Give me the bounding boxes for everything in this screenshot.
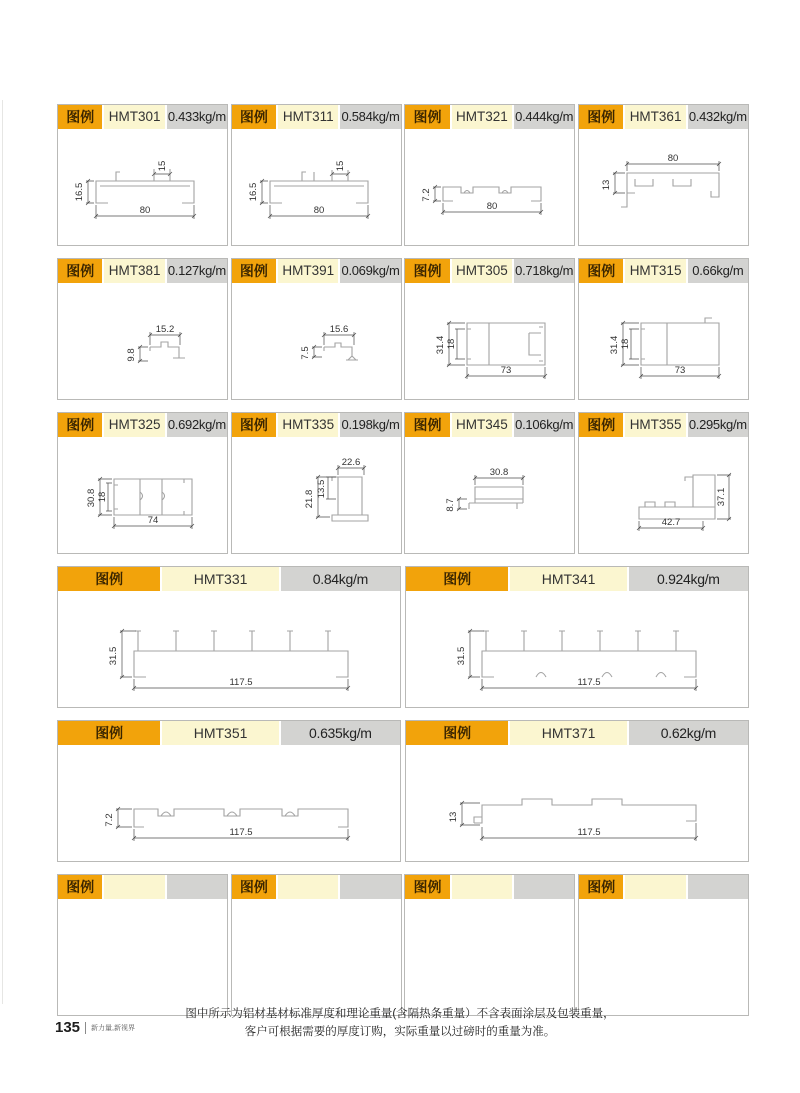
profile-drawing-area (579, 129, 748, 245)
profile-drawing-hmt311 (232, 129, 403, 245)
profile-row (57, 720, 749, 862)
model-number: HMT351 (162, 721, 278, 745)
dim-label: 30.8 (490, 467, 509, 478)
profile-drawing-area (405, 437, 574, 553)
cell-header (58, 413, 227, 437)
dim-label: 31.4 (608, 335, 620, 355)
cell-header (58, 721, 400, 745)
profile-drawing-area (405, 899, 574, 1015)
profile-grid (57, 104, 749, 1028)
weight-per-meter: 0.432kg/m (688, 105, 748, 129)
legend-badge: 图例 (58, 721, 160, 745)
cell-header (405, 875, 574, 899)
profile-cell-empty-1 (57, 874, 228, 1016)
page-edge-line (2, 100, 3, 1004)
legend-badge: 图例 (232, 413, 276, 437)
dim-label: 30.8 (86, 488, 97, 508)
dim-label: 80 (667, 153, 679, 164)
dim-label: 15.2 (155, 324, 175, 335)
profile-drawing-hmt355 (579, 437, 750, 553)
profile-cell-hmt341 (405, 566, 749, 708)
weight-per-meter (688, 875, 748, 899)
dim-label: 13 (600, 179, 612, 191)
dim-label: 42.7 (661, 517, 681, 528)
cell-header (406, 567, 748, 591)
page-number-divider (85, 1022, 86, 1034)
dim-label: 80 (139, 205, 151, 216)
cell-header (58, 259, 227, 283)
profile-drawing-area (232, 437, 401, 553)
dim-label: 73 (674, 365, 686, 376)
weight-per-meter: 0.84kg/m (281, 567, 400, 591)
dim-label: 21.8 (303, 489, 315, 509)
legend-badge: 图例 (405, 413, 449, 437)
model-number: HMT331 (162, 567, 278, 591)
dim-label: 18 (619, 338, 631, 350)
legend-badge: 图例 (58, 875, 102, 899)
cell-header (232, 259, 401, 283)
page-number: 135 (55, 1019, 81, 1036)
profile-cell-empty-3 (404, 874, 575, 1016)
legend-badge: 图例 (579, 105, 623, 129)
dim-label: 80 (313, 205, 324, 216)
profile-drawing-area (232, 283, 401, 399)
legend-badge: 图例 (406, 721, 508, 745)
profile-cell-hmt321 (404, 104, 575, 246)
dim-label: 15 (334, 160, 346, 172)
profile-drawing-hmt341 (406, 591, 750, 707)
profile-cell-hmt351 (57, 720, 401, 862)
profile-drawing-area (232, 899, 401, 1015)
profile-cell-hmt345 (404, 412, 575, 554)
profile-drawing-area (579, 437, 748, 553)
profile-cell-empty-4 (578, 874, 749, 1016)
profile-row (57, 258, 749, 400)
weight-per-meter: 0.692kg/m (167, 413, 227, 437)
model-number: HMT391 (278, 259, 338, 283)
weight-per-meter: 0.127kg/m (167, 259, 227, 283)
profile-drawing-area (58, 129, 227, 245)
profile-drawing-hmt391 (232, 283, 403, 399)
weight-per-meter: 0.444kg/m (514, 105, 574, 129)
model-number: HMT381 (104, 259, 164, 283)
profile-drawing-hmt315 (579, 283, 750, 399)
cell-header (405, 259, 574, 283)
weight-per-meter (514, 875, 574, 899)
cell-header (579, 259, 748, 283)
model-number: HMT325 (104, 413, 164, 437)
cell-header (232, 875, 401, 899)
dim-label: 13 (448, 811, 459, 823)
legend-badge: 图例 (58, 567, 160, 591)
model-number (625, 875, 685, 899)
model-number: HMT371 (510, 721, 626, 745)
dim-label: 22.6 (341, 457, 360, 468)
weight-per-meter: 0.069kg/m (340, 259, 400, 283)
dim-label: 15.6 (329, 324, 348, 335)
profile-cell-hmt301 (57, 104, 228, 246)
model-number: HMT311 (278, 105, 338, 129)
dim-label: 16.5 (247, 182, 259, 202)
legend-badge: 图例 (58, 105, 102, 129)
dim-label: 117.5 (577, 677, 601, 688)
profile-drawing-area (579, 899, 748, 1015)
weight-per-meter: 0.198kg/m (340, 413, 400, 437)
profile-drawing-area (58, 283, 227, 399)
dim-label: 73 (501, 365, 512, 376)
dim-label: 31.5 (456, 646, 467, 666)
dim-label: 31.4 (435, 335, 447, 355)
profile-cell-hmt305 (404, 258, 575, 400)
cell-header (232, 105, 401, 129)
profile-drawing-hmt335 (232, 437, 403, 553)
profile-drawing-hmt331 (58, 591, 402, 707)
weight-per-meter: 0.635kg/m (281, 721, 400, 745)
profile-drawing-area (406, 591, 748, 707)
dim-label: 31.5 (108, 646, 119, 666)
dim-label: 15 (157, 160, 168, 172)
legend-badge: 图例 (58, 259, 102, 283)
profile-drawing-area (58, 437, 227, 553)
cell-header (579, 105, 748, 129)
profile-drawing-hmt301 (58, 129, 229, 245)
model-number: HMT301 (104, 105, 164, 129)
dim-label: 7.5 (299, 346, 311, 360)
profile-drawing-area (232, 129, 401, 245)
weight-per-meter: 0.924kg/m (629, 567, 748, 591)
dim-label: 18 (97, 491, 108, 503)
profile-drawing-hmt381 (58, 283, 229, 399)
profile-cell-hmt381 (57, 258, 228, 400)
model-number: HMT305 (452, 259, 512, 283)
profile-drawing-hmt351 (58, 745, 402, 861)
profile-row (57, 566, 749, 708)
weight-per-meter (340, 875, 400, 899)
profile-cell-hmt315 (578, 258, 749, 400)
model-number: HMT355 (625, 413, 685, 437)
profile-cell-hmt331 (57, 566, 401, 708)
profile-cell-hmt361 (578, 104, 749, 246)
profile-drawing-area (405, 129, 574, 245)
profile-drawing-area (58, 899, 227, 1015)
dim-label: 117.5 (229, 827, 253, 838)
dim-label: 9.8 (126, 348, 137, 362)
legend-badge: 图例 (405, 259, 449, 283)
model-number (452, 875, 512, 899)
footer-note-line1: 图中所示为铝材基材标准厚度和理论重量(含隔热条重量）不含表面涂层及包装重量， (185, 1008, 615, 1020)
profile-cell-hmt335 (231, 412, 402, 554)
dim-label: 37.1 (715, 487, 727, 507)
cell-header (406, 721, 748, 745)
cell-header (405, 105, 574, 129)
cell-header (58, 567, 400, 591)
legend-badge: 图例 (232, 105, 276, 129)
dim-label: 7.2 (421, 188, 433, 202)
profile-drawing-area (58, 591, 400, 707)
cell-header (405, 413, 574, 437)
profile-drawing-area (579, 283, 748, 399)
dim-label: 117.5 (577, 827, 601, 838)
profile-cell-empty-2 (231, 874, 402, 1016)
profile-cell-hmt325 (57, 412, 228, 554)
model-number: HMT335 (278, 413, 338, 437)
legend-badge: 图例 (232, 259, 276, 283)
profile-cell-hmt371 (405, 720, 749, 862)
model-number: HMT345 (452, 413, 512, 437)
weight-per-meter: 0.62kg/m (629, 721, 748, 745)
cell-header (58, 875, 227, 899)
model-number: HMT321 (452, 105, 512, 129)
model-number: HMT361 (625, 105, 685, 129)
cell-header (232, 413, 401, 437)
dim-label: 80 (487, 201, 498, 212)
legend-badge: 图例 (579, 259, 623, 283)
weight-per-meter (167, 875, 227, 899)
profile-cell-hmt311 (231, 104, 402, 246)
model-number (104, 875, 164, 899)
legend-badge: 图例 (405, 875, 449, 899)
profile-drawing-hmt361 (579, 129, 750, 245)
weight-per-meter: 0.295kg/m (688, 413, 748, 437)
page-number-block (55, 1019, 135, 1036)
model-number: HMT341 (510, 567, 626, 591)
profile-drawing-hmt325 (58, 437, 229, 553)
legend-badge: 图例 (579, 413, 623, 437)
profile-cell-hmt355 (578, 412, 749, 554)
legend-badge: 图例 (405, 105, 449, 129)
legend-badge: 图例 (579, 875, 623, 899)
profile-drawing-hmt305 (405, 283, 576, 399)
legend-badge: 图例 (406, 567, 508, 591)
legend-badge: 图例 (232, 875, 276, 899)
weight-per-meter: 0.718kg/m (514, 259, 574, 283)
dim-label: 117.5 (229, 677, 253, 688)
dim-label: 74 (147, 515, 159, 526)
dim-label: 7.2 (104, 813, 115, 827)
cell-header (579, 413, 748, 437)
dim-label: 13.5 (315, 479, 327, 499)
weight-per-meter: 0.106kg/m (514, 413, 574, 437)
profile-drawing-area (406, 745, 748, 861)
profile-row (57, 104, 749, 246)
footer-note-line2: 客户可根据需要的厚度订购，实际重量以过磅时的重量为准。 (244, 1026, 556, 1038)
weight-per-meter: 0.433kg/m (167, 105, 227, 129)
dim-label: 18 (446, 338, 458, 350)
dim-label: 8.7 (445, 498, 457, 512)
weight-per-meter: 0.584kg/m (340, 105, 400, 129)
profile-drawing-hmt345 (405, 437, 576, 553)
profile-row (57, 412, 749, 554)
legend-badge: 图例 (58, 413, 102, 437)
profile-drawing-hmt371 (406, 745, 750, 861)
cell-header (579, 875, 748, 899)
profile-drawing-area (405, 283, 574, 399)
weight-per-meter: 0.66kg/m (688, 259, 748, 283)
page-tagline: 新力量,新视界 (91, 1024, 135, 1032)
profile-drawing-area (58, 745, 400, 861)
profile-row (57, 874, 749, 1016)
model-number (278, 875, 338, 899)
profile-drawing-hmt321 (405, 129, 576, 245)
model-number: HMT315 (625, 259, 685, 283)
dim-label: 16.5 (74, 182, 85, 202)
profile-cell-hmt391 (231, 258, 402, 400)
cell-header (58, 105, 227, 129)
